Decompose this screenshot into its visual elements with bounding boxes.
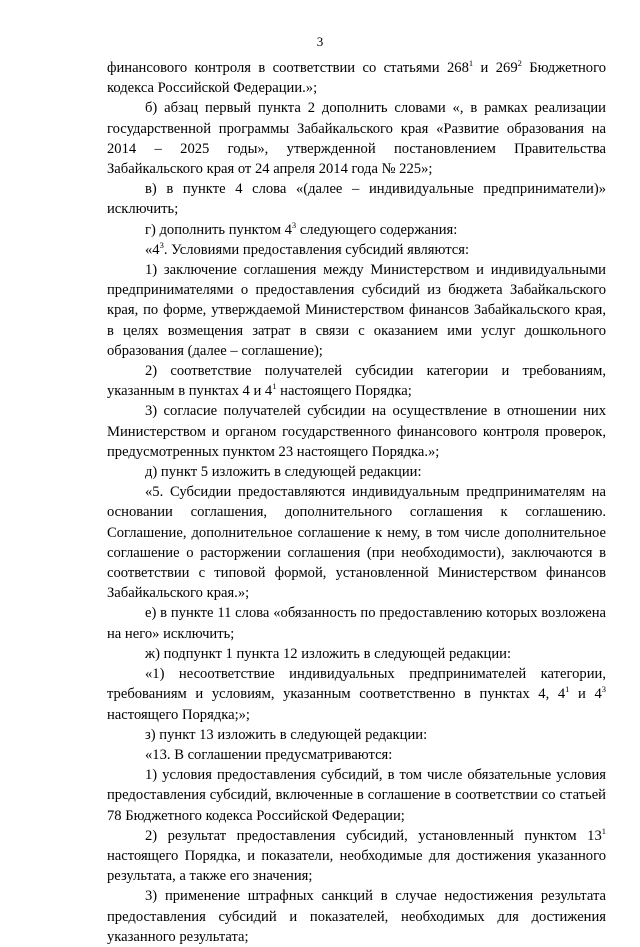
superscript: 1: [272, 381, 277, 392]
text-run: 2) соответствие получателей субсидии категории и требованиям, указанным в пунктах 4 и 4: [107, 363, 606, 400]
paragraph: [107, 58, 606, 98]
superscript: 3: [601, 684, 606, 695]
text-run: финансового контроля в соответствии со статьями 268: [107, 60, 469, 76]
text-run: 2) результат предоставления субсидий, установленный пунктом 13: [145, 827, 602, 844]
text-run: е) в пункте 11 слова «обязанность по предоставлению которых возложена на него» исключить;: [107, 605, 606, 642]
paragraph: [107, 664, 606, 725]
paragraph: [107, 725, 606, 745]
paragraph: [107, 179, 606, 219]
text-run: следующего содержания:: [296, 221, 458, 238]
paragraph: [107, 745, 606, 765]
text-run: д) пункт 5 изложить в следующей редакции:: [145, 464, 422, 481]
text-run: 1) заключение соглашения между Министерством и индивидуальными предпринимателями о предоставления субсидий из бюджета Забайкальского края, по форме, утверждаемой Министерством финансов Забайкальского края, в целях возмещения затрат в связи с оказанием ими услуг дошкольного образования (далее – соглашение);: [107, 262, 606, 359]
text-run: . Условиями предоставления субсидий являются:: [163, 241, 470, 258]
page-number: 3: [316, 34, 324, 49]
document-body: [107, 58, 606, 947]
paragraph: [107, 826, 606, 887]
text-run: в) в пункте 4 слова «(далее – индивидуальные предприниматели)» исключить;: [107, 181, 606, 218]
text-run: и 269: [473, 60, 518, 76]
text-run: настоящего Порядка, и показатели, необходимые для достижения указанного результата, а также его значения;: [107, 847, 606, 885]
text-run: г) дополнить пунктом 4: [145, 221, 292, 238]
superscript: 3: [159, 239, 164, 250]
text-run: Бюджетного кодекса Российской Федерации.»;: [107, 60, 607, 97]
text-run: «13. В соглашении предусматриваются:: [145, 746, 393, 763]
text-run: настоящего Порядка;: [276, 383, 412, 400]
superscript: 1: [468, 58, 474, 68]
superscript: 3: [291, 219, 297, 230]
text-run: 3) применение штрафных санкций в случае недостижения результата предоставления субсидий и показателей, необходимых для достижения указанного результата;: [107, 888, 606, 945]
text-run: «5. Субсидии предоставляются индивидуальным предпринимателям на основании соглашения, дополнительного соглашения к соглашению. Соглашение, дополнительное соглашение к нему, в том числе дополнительное соглашение о расторжении соглашения (при необходимости), заключаются в соответствии с типовой формой, установленной Министерством финансов Забайкальского края.»;: [107, 484, 606, 602]
superscript: 2: [517, 58, 522, 68]
text-run: з) пункт 13 изложить в следующей редакции:: [145, 726, 428, 743]
superscript: 1: [565, 684, 570, 695]
text-run: «1) несоответствие индивидуальных предпринимателей категории, требованиям и условиям, указанным соответственно в пунктах 4, 4: [107, 666, 606, 703]
text-run: настоящего Порядка;»;: [107, 706, 250, 723]
superscript: 1: [601, 825, 606, 836]
paragraph: [107, 886, 606, 947]
text-run: и 4: [569, 686, 602, 703]
paragraph: [107, 98, 606, 179]
text-run: 3) согласие получателей субсидии на осуществление в отношении них Министерством и органом государственного финансового контроля проверок, предусмотренных пунктом 23 настоящего Порядка.»;: [107, 403, 606, 460]
paragraph: [107, 260, 606, 361]
paragraph: [107, 361, 606, 401]
paragraph: [107, 765, 606, 826]
text-run: б) абзац первый пункта 2 дополнить словами «, в рамках реализации государственной программы Забайкальского края «Развитие образования на 2014 – 2025 годы», утвержденной постановлением Правительства Забайкальского края от 24 апреля 2014 года № 225»;: [107, 100, 606, 178]
text-run: «4: [145, 241, 160, 258]
paragraph: [107, 401, 606, 462]
paragraph: [107, 482, 606, 603]
paragraph: [107, 603, 606, 643]
text-run: ж) подпункт 1 пункта 12 изложить в следующей редакции:: [145, 645, 512, 662]
paragraph: [107, 462, 606, 482]
text-run: 1) условия предоставления субсидий, в том числе обязательные условия предоставления субсидий, включенные в соглашение в соответствии со статьей 78 Бюджетного кодекса Российской Федерации;: [107, 767, 606, 824]
paragraph: [107, 644, 606, 664]
paragraph: [107, 240, 606, 260]
paragraph: [107, 220, 606, 240]
